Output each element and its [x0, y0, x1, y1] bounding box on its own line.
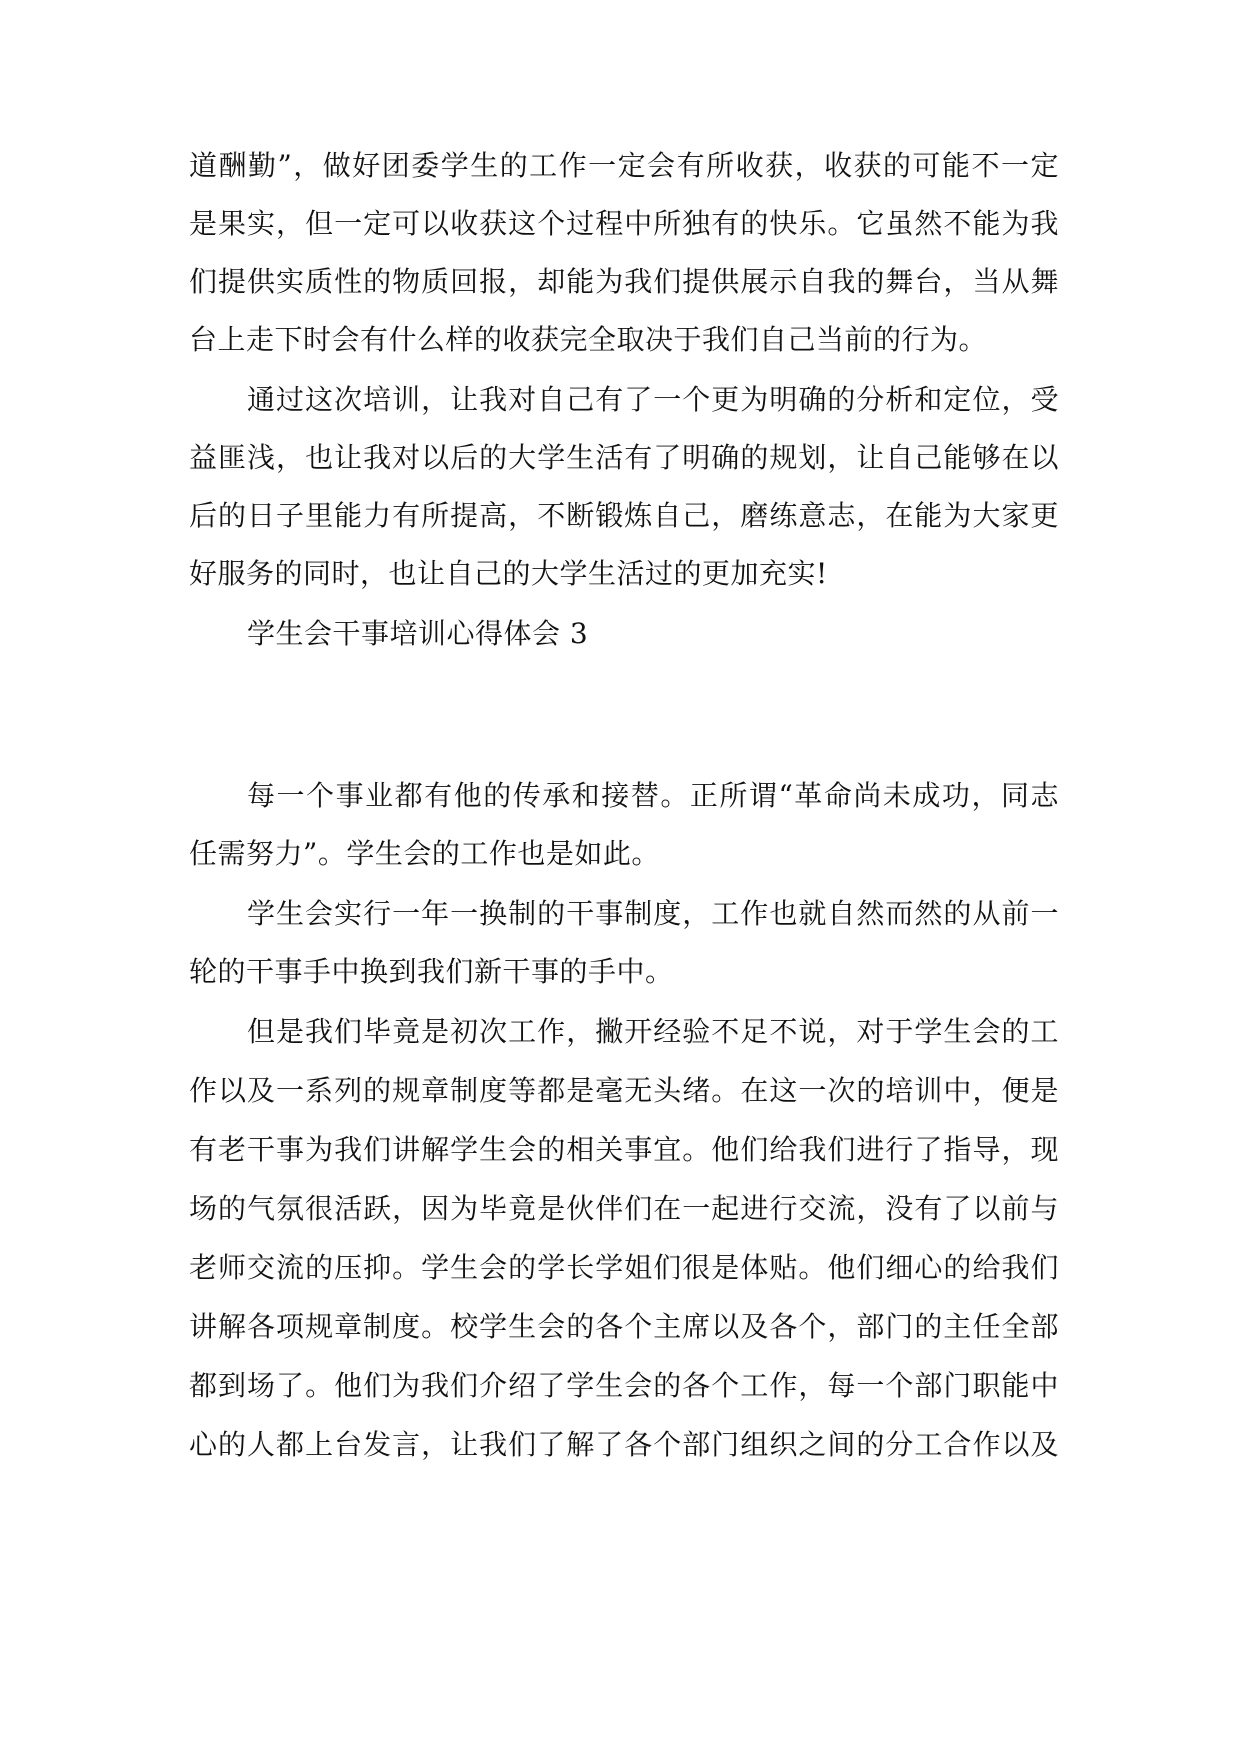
section-heading: 学生会干事培训心得体会 3	[247, 617, 589, 650]
text-line: 学生会实行一年一换制的干事制度，工作也就自然而然的从前一	[247, 897, 1059, 930]
text-line: 益匪浅，也让我对以后的大学生活有了明确的规划，让自己能够在以	[189, 441, 1059, 474]
text-line: 任需努力”。学生会的工作也是如此。	[189, 837, 660, 870]
text-line: 通过这次培训，让我对自己有了一个更为明确的分析和定位，受	[247, 383, 1059, 416]
text-line: 但是我们毕竟是初次工作，撇开经验不足不说，对于学生会的工	[247, 1015, 1059, 1048]
text-line: 轮的干事手中换到我们新干事的手中。	[189, 955, 674, 988]
text-line: 每一个事业都有他的传承和接替。正所谓“革命尚未成功，同志	[247, 779, 1059, 812]
text-line: 道酬勤”，做好团委学生的工作一定会有所收获，收获的可能不一定	[189, 149, 1059, 182]
text-line: 场的气氛很活跃，因为毕竟是伙伴们在一起进行交流，没有了以前与	[189, 1192, 1059, 1225]
text-line: 心的人都上台发言，让我们了解了各个部门组织之间的分工合作以及	[189, 1428, 1059, 1461]
text-line: 好服务的同时，也让自己的大学生活过的更加充实!	[189, 557, 828, 590]
text-line: 后的日子里能力有所提高，不断锻炼自己，磨练意志，在能为大家更	[189, 499, 1059, 532]
text-line: 老师交流的压抑。学生会的学长学姐们很是体贴。他们细心的给我们	[189, 1251, 1059, 1284]
text-line: 讲解各项规章制度。校学生会的各个主席以及各个，部门的主任全部	[189, 1310, 1059, 1343]
text-line: 都到场了。他们为我们介绍了学生会的各个工作，每一个部门职能中	[189, 1369, 1059, 1402]
text-line: 有老干事为我们讲解学生会的相关事宜。他们给我们进行了指导，现	[189, 1133, 1059, 1166]
text-line: 台上走下时会有什么样的收获完全取决于我们自己当前的行为。	[189, 323, 988, 356]
text-line: 们提供实质性的物质回报，却能为我们提供展示自我的舞台，当从舞	[189, 265, 1059, 298]
text-line: 作以及一系列的规章制度等都是毫无头绪。在这一次的培训中，便是	[189, 1074, 1059, 1107]
text-line: 是果实，但一定可以收获这个过程中所独有的快乐。它虽然不能为我	[189, 207, 1059, 240]
